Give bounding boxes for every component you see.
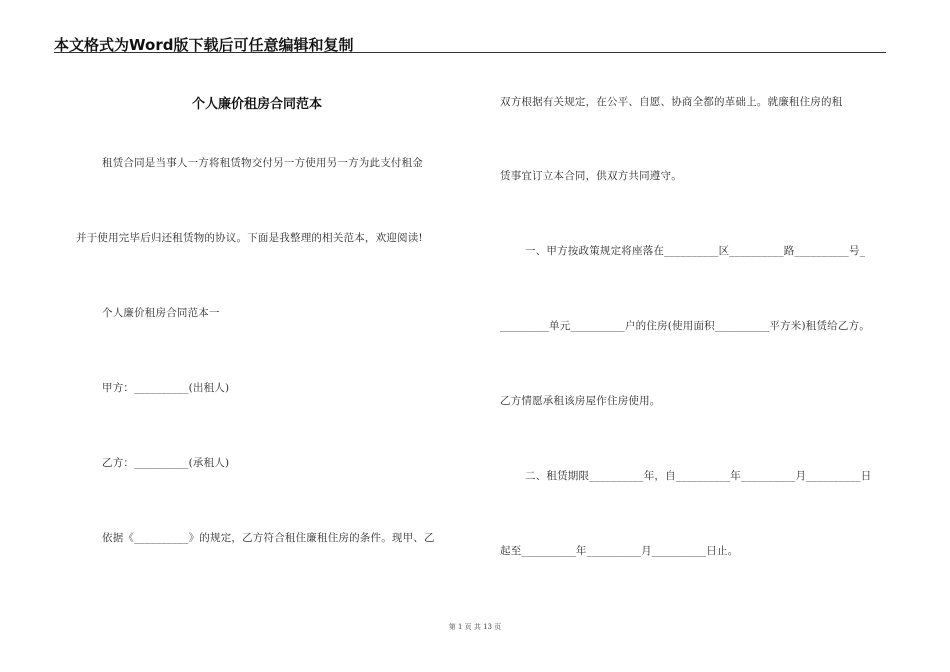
right-line-5: 乙方情愿承租该房屋作住房使用。 (500, 395, 661, 407)
right-line-7: 起至__________年__________月__________日止。 (500, 545, 739, 557)
left-line-4: 甲方：__________(出租人) (102, 382, 230, 394)
right-line-1: 双方根据有关规定，在公平、自愿、协商全都的革础上。就廉租住房的租 (500, 96, 843, 108)
left-line-1: 租赁合同是当事人一方将租赁物交付另一方使用另一方为此支付租金 (102, 157, 423, 169)
right-line-4: _________单元__________户的住房(使用面积__________平方米)租赁给乙方。 (500, 320, 870, 332)
right-line-2: 赁事宜订立本合同，供双方共同遵守。 (500, 170, 682, 182)
right-line-6: 二、租赁期限__________年，自__________年__________月__________日 (525, 470, 872, 482)
document-header-title: 本文格式为Word版下载后可任意编辑和复制 (54, 36, 354, 54)
page-number-footer: 第 1 页 共 13 页 (448, 623, 502, 631)
left-line-5: 乙方：__________(承租人) (102, 457, 230, 469)
header-divider (54, 52, 886, 53)
left-line-2: 并于使用完毕后归还租赁物的协议。下面是我整理的相关范本，欢迎阅读! (76, 232, 423, 244)
left-line-6: 依据《__________》的规定，乙方符合租住廉租住房的条件。现甲、乙 (102, 532, 435, 544)
document-title: 个人廉价租房合同范本 (192, 97, 323, 112)
right-line-3: 一、甲方按政策规定将座落在__________区__________路__________号_ (525, 245, 866, 257)
left-line-3: 个人廉价租房合同范本一 (102, 307, 220, 319)
